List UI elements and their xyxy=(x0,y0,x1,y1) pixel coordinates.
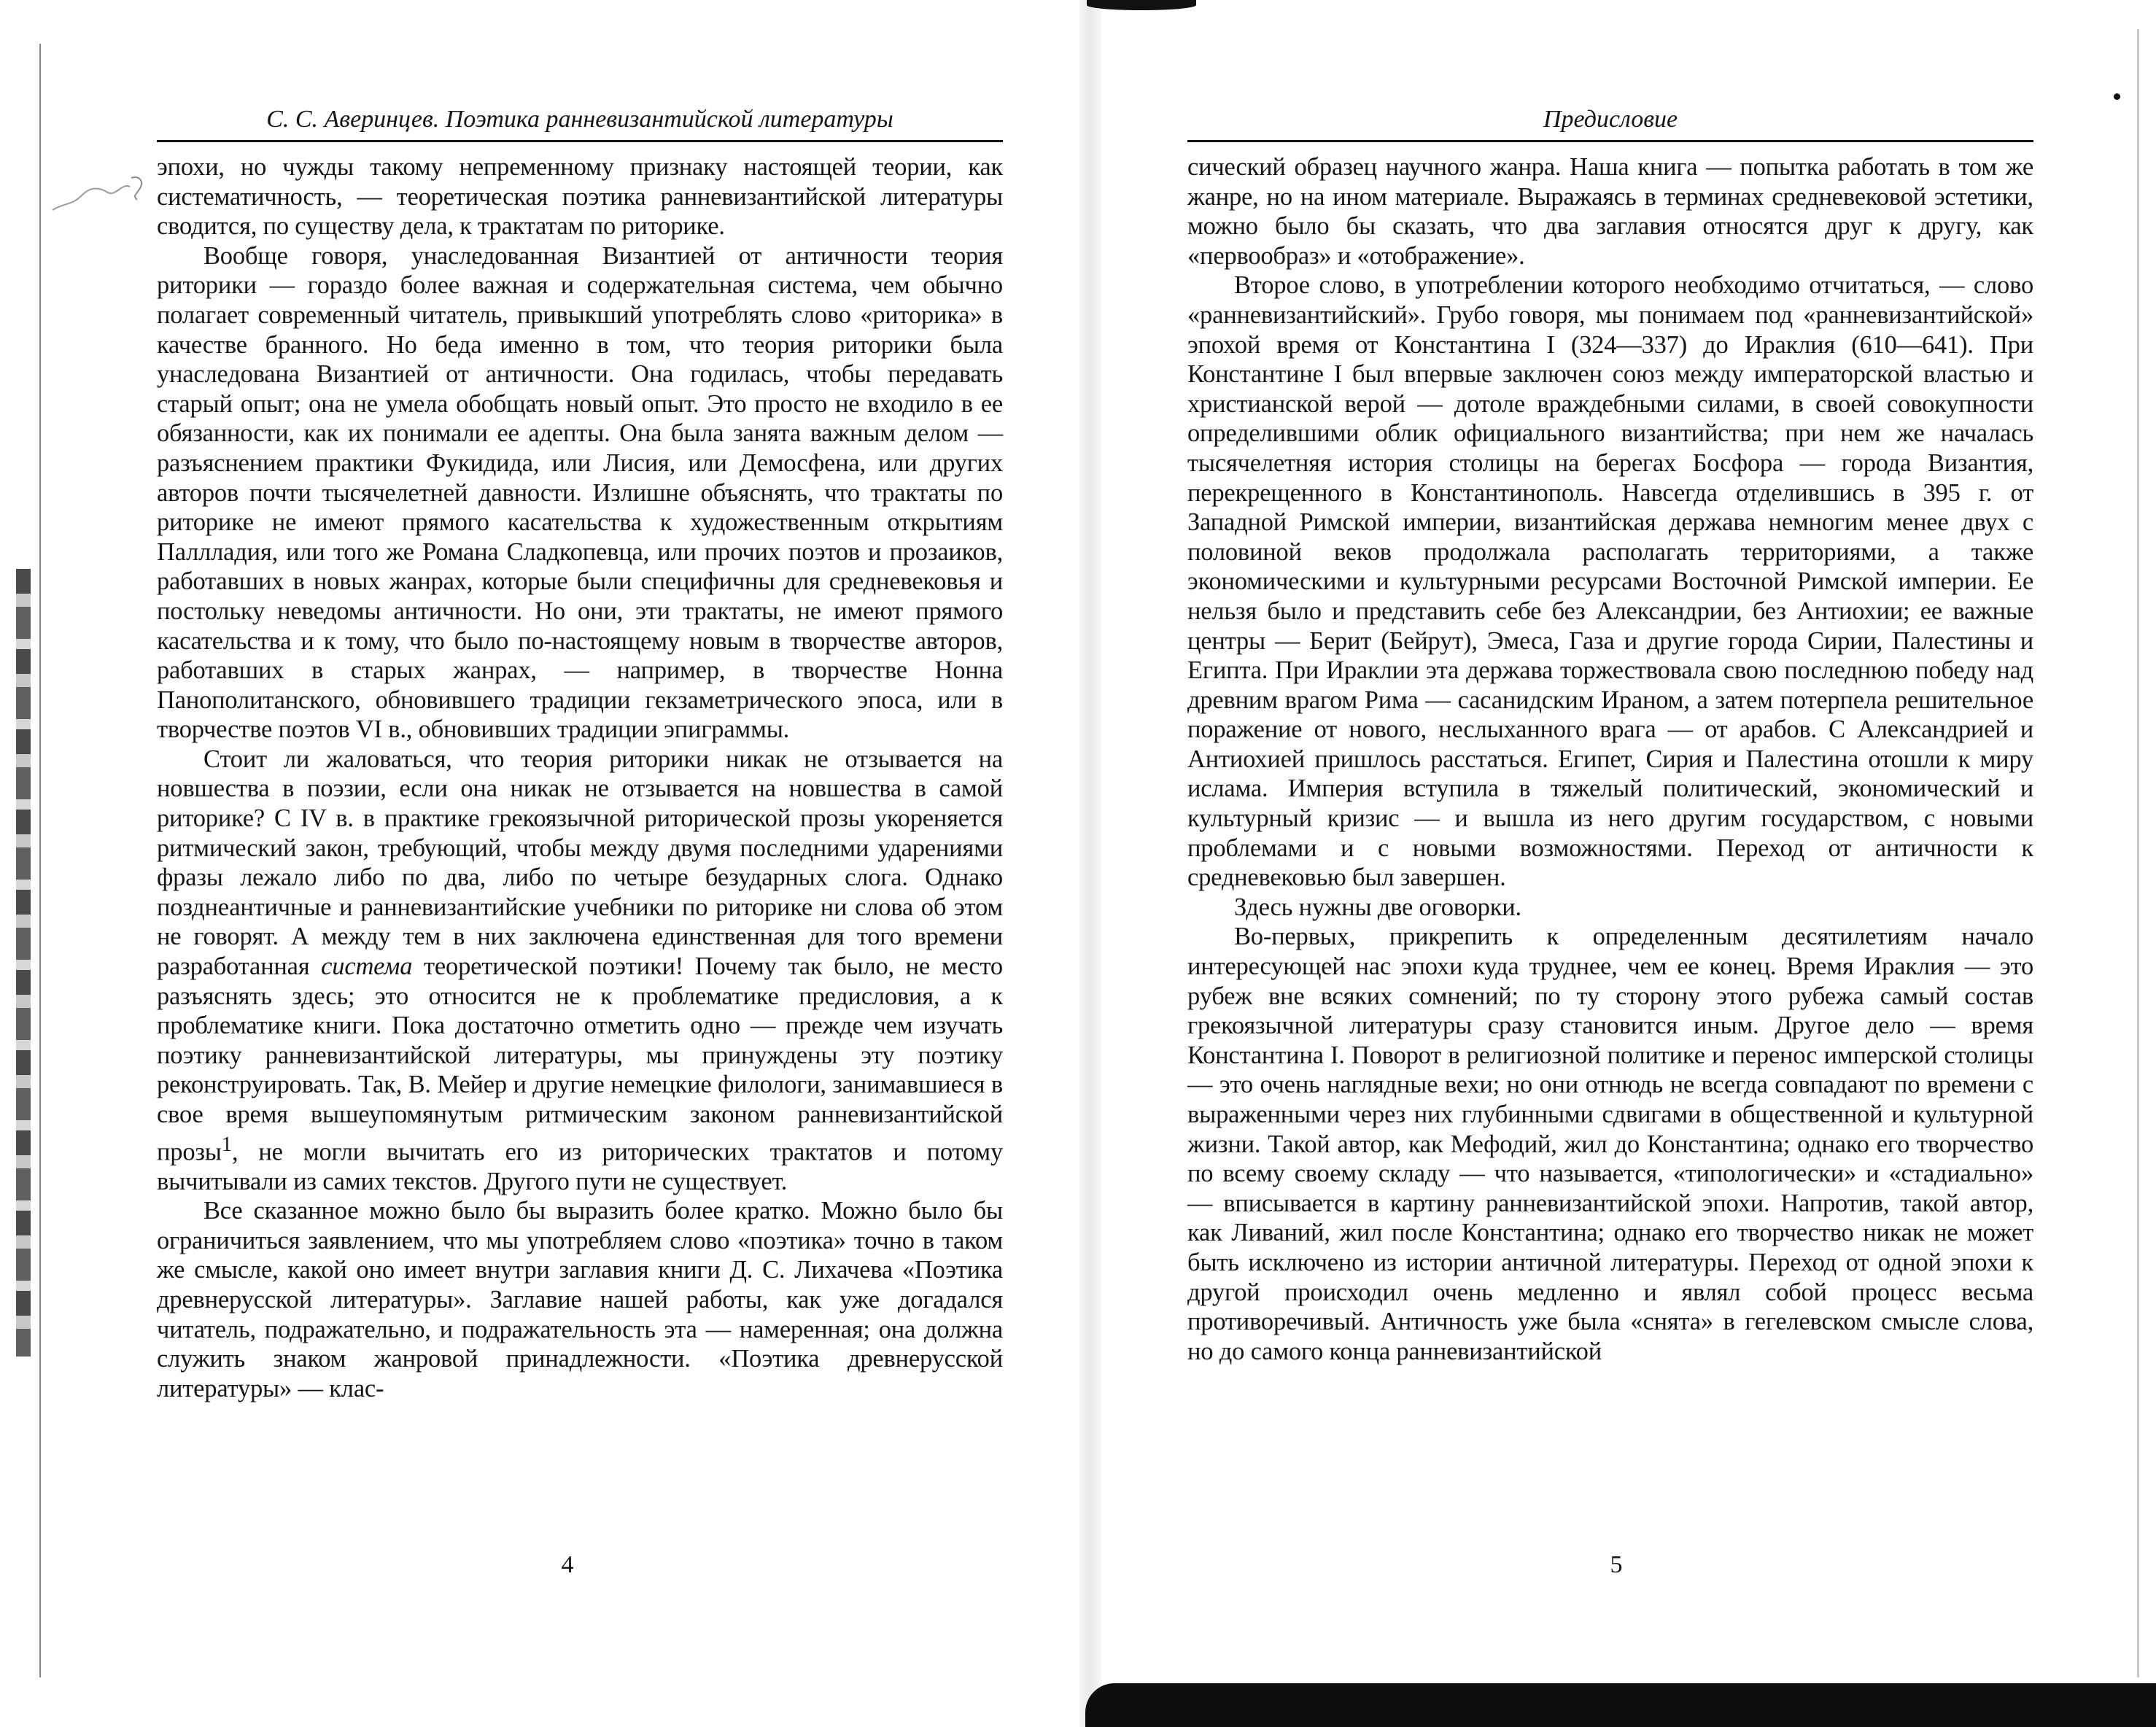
paragraph-part: теоретической поэтики! Почему так было, не место разъяснять здесь; это относится не к проблематике предисловия, а к проблематике книги. Пока достаточно отметить одно — прежде чем изучать поэтику ранневизантийской литературы, мы принуждены эту поэтику реконструировать. Так, В. Мейер и другие немецкие филологи, занимавшиеся в свое время вышеупомянутым ритмическим законом ранневизантийской прозы xyxy=(157,952,1003,1166)
header-rule-left xyxy=(157,140,1003,142)
emphasis: система xyxy=(321,952,413,981)
scan-artifact-dot xyxy=(2114,93,2120,100)
paragraph: Второе слово, в употреблении которого необходимо отчитаться, — слово «ранневизантийский». Грубо говоря, мы понимаем под «ранневизантийской» эпохой время от Константина I (324—337) до Ираклия (610—641). При Константине I был впервые заключен союз между императорской властью и христианской верой — дотоле враждебными силами, в своей совокупности определившими облик официального византийства; при нем же началась тысячелетняя история столицы на берегах Босфора — города Византия, перекрещенного в Константинополь. Навсегда отделившись в 395 г. от Западной Римской империи, византийская держава немногим менее двух с половиной веков продолжала располагать территориями, а также экономическими и культурными ресурсами Восточной Римской империи. Ее нельзя было и представить себе без Александрии, без Антиохии; ее важные центры — Берит (Бейрут), Эмеса, Газа и другие города Сирии, Палестины и Египта. При Ираклии эта держава торжествовала свою последнюю победу над древним врагом Рима — сасанидским Ираном, а затем потерпела решительное поражение от нового, неслыханного врага — от арабов. С Александрией и Антиохией пришлось расстаться. Египет, Сирия и Палестина отошли к миру ислама. Империя вступила в тяжелый политический, экономический и культурный кризис — и вышла из него другим государством, с новыми проблемами и с новыми возможностями. Переход от античности к средневековью был завершен. xyxy=(1187,271,2033,892)
left-page-text xyxy=(157,152,1003,1403)
paragraph-part: Стоит ли жаловаться, что теория риторики никак не отзывается на новшества в поэзии, если она никак не отзывается на новшества в самой риторике? С IV в. в практике грекоязычной риторической прозы укореняется ритмический закон, требующий, чтобы между двумя последними ударениями фразы лежало либо по два, либо по четыре безударных слога. Однако позднеантичные и ранневизантийские учебники по риторике ни слова об этом не говорят. А между тем в них заключена единственная для того времени разработанная xyxy=(157,745,1003,981)
scan-artifact-left-edge xyxy=(16,569,31,1357)
scan-artifact-top xyxy=(1087,0,1196,10)
paragraph: эпохи, но чужды такому непременному признаку настоящей теории, как систематичность, — теоретическая поэтика ранневизантийской литературы сводится, по существу дела, к трактатам по риторике. xyxy=(157,153,1003,241)
paragraph: сический образец научного жанра. Наша книга — попытка работать в том же жанре, но на ином материале. Выражаясь в терминах средневековой эстетики, можно было бы сказать, что два заглавия относятся друг к другу, как «первообраз» и «отображение». xyxy=(1187,153,2033,270)
scan-artifact-right-edge xyxy=(2137,29,2139,1677)
page-number-right: 5 xyxy=(1610,1551,1623,1578)
margin-pencil-mark xyxy=(50,174,152,217)
page-number-left: 4 xyxy=(561,1551,574,1578)
right-page xyxy=(1187,101,2033,1366)
scan-artifact-bottom xyxy=(1085,1683,2156,1727)
paragraph: Все сказанное можно было бы выразить более кратко. Можно было бы ограничиться заявлением, что мы употребляем слово «поэтика» точно в таком же смысле, какой оно имеет внутри заглавия книги Д. С. Лихачева «Поэтика древнерусской литературы». Заглавие нашей работы, как уже догадался читатель, подражательно, и подражательность эта — намеренная; она должна служить знаком жанровой принадлежности. «Поэтика древнерусской литературы» — клас- xyxy=(157,1197,1003,1402)
scan-artifact-left-line xyxy=(39,44,41,1677)
left-page xyxy=(157,101,1003,1403)
book-gutter xyxy=(1079,0,1101,1727)
paragraph-part: , не могли вычитать его из риторических трактатов и потому вычитывали из самих текстов. Другого пути не существует. xyxy=(157,1138,1003,1195)
right-page-text xyxy=(1187,152,2033,1366)
paragraph: Вообще говоря, унаследованная Византией от античности теория риторики — гораздо более важная и содержательная система, чем обычно полагает современный читатель, привыкший употреблять слово «риторика» в качестве бранного. Но беда именно в том, что теория риторики была унаследована Византией от античности. Она годилась, чтобы передавать старый опыт; она не умела обобщать новый опыт. Это просто не входило в ее обязанности, как их понимали ее адепты. Она была занята важным делом — разъяснением практики Фукидида, или Лисия, или Демосфена, или других авторов почти тысячелетней давности. Излишне объяснять, что трактаты по риторике не имеют прямого касательства к художественным открытиям Паллладия, или того же Романа Сладкопевца, или прочих поэтов и прозаиков, работавших в новых жанрах, которые были специфичны для средневековья и постольку неведомы античности. Но они, эти трактаты, не имеют прямого касательства и к тому, что было по-настоящему новым в творчестве авторов, работавших в старых жанрах, — например, в творчестве Нонна Панополитанского, обновившего традиции гекзаметрического эпоса, или в творчестве поэтов VI в., обновивших традиции эпиграммы. xyxy=(157,241,1003,744)
header-rule-right xyxy=(1187,140,2033,142)
running-head-right: Предисловие xyxy=(1543,106,1678,133)
paragraph xyxy=(157,745,1003,1196)
running-head-left: С. С. Аверинцев. Поэтика ранневизантийской литературы xyxy=(266,106,893,133)
paragraph: Здесь нужны две оговорки. xyxy=(1234,893,1521,921)
footnote-marker[interactable]: 1 xyxy=(221,1132,232,1156)
paragraph: Во-первых, прикрепить к определенным десятилетиям начало интересующей нас эпохи куда труднее, чем ее конец. Время Ираклия — это рубеж вне всяких сомнений; по ту сторону этого рубежа самый состав грекоязычной литературы сразу становится иным. Другое дело — время Константина I. Поворот в религиозной политике и перенос имперской столицы — это очень наглядные вехи; но они отнюдь не всегда совпадают по времени с выраженными через них глубинными сдвигами в общественной и культурной жизни. Такой автор, как Мефодий, жил до Константина; однако его творчество по всему своему складу — что называется, «типологически» и «стадиально» — вписывается в картину ранневизантийской эпохи. Напротив, такой автор, как Ливаний, жил после Константина; однако его творчество никак не может быть исключено из истории античной литературы. Переход от одной эпохи к другой происходил очень медленно и являл собой процесс весьма противоречивый. Античность уже была «снята» в гегелевском смысле слова, но до самого конца ранневизантийской xyxy=(1187,923,2033,1365)
